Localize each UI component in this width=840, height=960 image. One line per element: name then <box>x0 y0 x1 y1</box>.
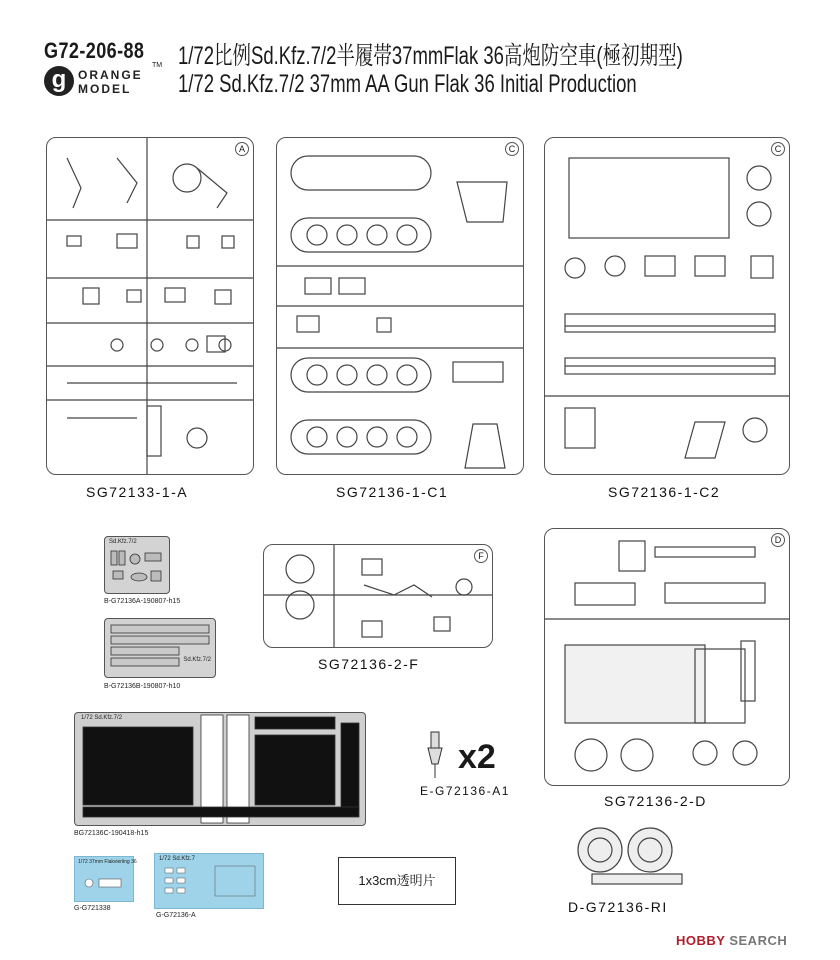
decal-g-label: G-G721338 <box>74 905 111 912</box>
title-english: 1/72 Sd.Kfz.7/2 37mm AA Gun Flak 36 Initial Production <box>178 70 637 98</box>
sprue-letter-d: D <box>771 533 785 547</box>
decal-sheet-g <box>74 856 137 902</box>
photo-etch-c <box>74 712 366 826</box>
pe-b-label: B-G72136B-190807-h10 <box>104 683 181 690</box>
photo-etch-a <box>104 536 170 594</box>
wheels-label: D-G72136-RI <box>568 899 668 915</box>
sprue-c2-parts <box>545 138 789 474</box>
photo-etch-b <box>104 618 216 678</box>
sprue-a-parts <box>47 138 253 474</box>
sprue-letter-a: A <box>235 142 249 156</box>
sprue-letter-c1: C <box>505 142 519 156</box>
sprue-label-d: SG72136-2-D <box>604 793 707 809</box>
sprue-frame-c2 <box>544 137 790 475</box>
sprue-frame-d <box>544 528 790 786</box>
decal-g-marks <box>75 857 133 901</box>
sprue-d-parts <box>545 529 789 785</box>
decal-sheet-a <box>154 853 264 909</box>
sprue-label-f: SG72136-2-F <box>318 656 420 672</box>
brand-logo <box>44 62 174 106</box>
logo-g-icon: g <box>44 66 74 96</box>
sprue-label-a: SG72133-1-A <box>86 484 189 500</box>
sprue-label-c2: SG72136-1-C2 <box>608 484 721 500</box>
logo-line2: MODEL <box>78 82 132 96</box>
extra-part-label: E-G72136-A1 <box>420 784 510 798</box>
logo-trademark: TM <box>152 62 163 69</box>
decal-a-header: 1/72 Sd.Kfz.7 <box>159 856 196 862</box>
sprue-frame-c1 <box>276 137 524 475</box>
quantity-badge: x2 <box>458 738 496 776</box>
sprue-letter-c2: C <box>771 142 785 156</box>
product-code: G72-206-88 <box>44 38 145 63</box>
sprue-frame-f <box>263 544 493 648</box>
pe-b-header: Sd.Kfz.7/2 <box>183 657 211 663</box>
decal-a-marks <box>155 854 263 908</box>
sprue-letter-f: F <box>474 549 488 563</box>
pe-c-label: BG72136C-190418-h15 <box>74 830 149 837</box>
decal-g-header: 1/72 37mm Flakvierling 36 <box>78 859 137 865</box>
logo-line1: ORANGE <box>78 68 143 82</box>
pe-a-header: Sd.Kfz.7/2 <box>109 539 137 545</box>
pe-c-header: 1/72 Sd.Kfz.7/2 <box>81 715 123 721</box>
watermark-word: SEARCH <box>729 933 788 948</box>
pe-a-label: B-G72136A-190807-h15 <box>104 598 181 605</box>
hobby-search-watermark <box>676 933 787 948</box>
sprue-c1-parts <box>277 138 523 474</box>
sprue-frame-a <box>46 137 254 475</box>
antenna-part-icon <box>422 730 448 780</box>
pe-c-parts <box>75 713 365 825</box>
pe-a-parts <box>105 537 169 593</box>
pe-b-parts <box>105 619 215 677</box>
sprue-f-parts <box>264 545 492 647</box>
decal-a-label: G-G72136-A <box>156 912 196 919</box>
sprue-label-c1: SG72136-1-C1 <box>336 484 449 500</box>
watermark-brand: HOBBY <box>676 933 726 948</box>
rubber-wheels <box>572 822 692 892</box>
clear-sheet-box: 1x3cm透明片 <box>338 857 456 905</box>
title-chinese: 1/72比例Sd.Kfz.7/2半履帯37mmFlak 36高炮防空車(極初期型) <box>178 42 683 70</box>
